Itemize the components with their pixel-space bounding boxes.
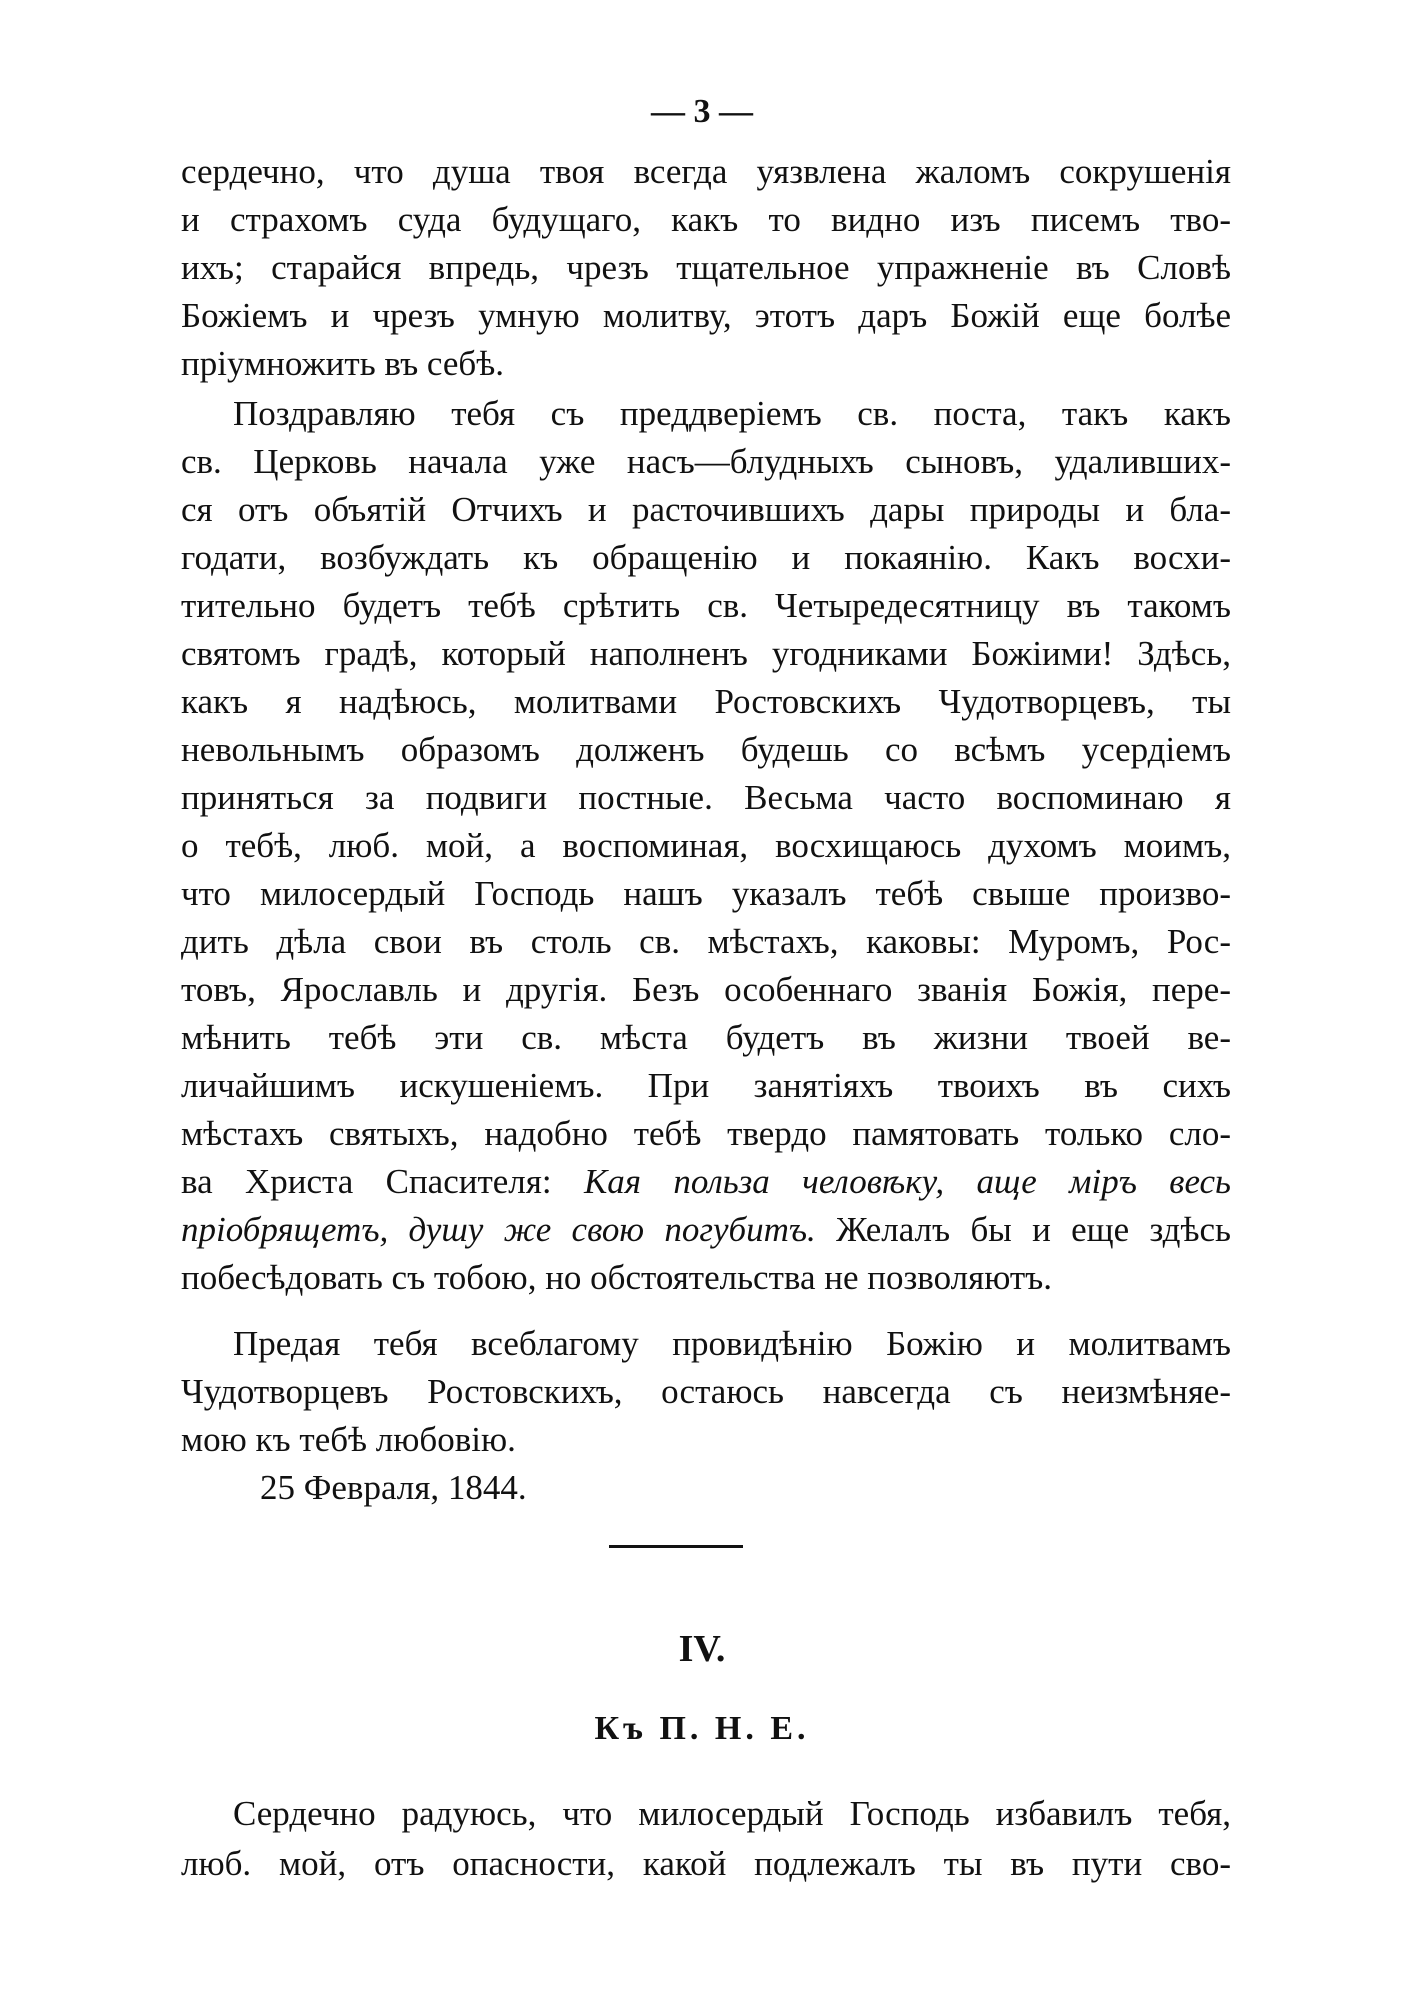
- text-line: святомъ градѣ, который наполненъ угодниками Божіими! Здѣсь,: [181, 634, 1231, 673]
- text-line: ихъ; старайся впредь, чрезъ тщательное упражненіе въ Словѣ: [181, 248, 1231, 287]
- text-line-quote-end: [181, 1206, 1231, 1254]
- text-line: что милосердый Господь нашъ указалъ тебѣ свыше произво-: [181, 874, 1231, 913]
- text-line: Поздравляю тебя съ преддверіемъ св. поста, такъ какъ: [233, 394, 1231, 433]
- text-line: личайшимъ искушеніемъ. При занятіяхъ твоихъ въ сихъ: [181, 1066, 1231, 1105]
- text-line: ся отъ объятій Отчихъ и расточившихъ дары природы и бла-: [181, 490, 1231, 529]
- text-line: люб. мой, отъ опасности, какой подлежалъ ты въ пути сво-: [181, 1844, 1231, 1883]
- text-line: побесѣдовать съ тобою, но обстоятельства не позволяютъ.: [181, 1258, 1053, 1297]
- text-line: дить дѣла свои въ столь св. мѣстахъ, каковы: Муромъ, Рос-: [181, 922, 1231, 961]
- text-line: невольнымъ образомъ долженъ будешь со всѣмъ усердіемъ: [181, 730, 1231, 769]
- text-segment: ва Христа Спасителя:: [181, 1162, 584, 1201]
- section-divider: [609, 1545, 743, 1548]
- closing-line: Чудотворцевъ Ростовскихъ, остаюсь навсегда съ неизмѣняе-: [181, 1372, 1231, 1411]
- text-line: пріумножить въ себѣ.: [181, 344, 504, 383]
- text-line: Божіемъ и чрезъ умную молитву, этотъ даръ Божій еще болѣе: [181, 296, 1231, 335]
- closing-line: мою къ тебѣ любовію.: [181, 1420, 516, 1459]
- text-line: о тебѣ, люб. мой, а воспоминая, восхищаюсь духомъ моимъ,: [181, 826, 1231, 865]
- letter-addressee: Къ П. Н. Е.: [594, 1710, 810, 1747]
- letter-date: 25 Февраля, 1844.: [260, 1468, 527, 1507]
- scripture-quote: Кая польза человѣку, аще міръ весь: [583, 1162, 1231, 1201]
- text-line: приняться за подвиги постные. Весьма часто воспоминаю я: [181, 778, 1231, 817]
- text-line-quote-start: [181, 1158, 1231, 1206]
- page-number: — 3 —: [651, 93, 753, 130]
- text-segment: Желалъ бы и еще здѣсь: [815, 1210, 1231, 1249]
- closing-line: Предая тебя всеблагому провидѣнію Божію и молитвамъ: [233, 1324, 1231, 1363]
- text-line: тительно будетъ тебѣ срѣтить св. Четыредесятницу въ такомъ: [181, 586, 1231, 625]
- text-line: Сердечно радуюсь, что милосердый Господь избавилъ тебя,: [233, 1794, 1231, 1833]
- text-line: какъ я надѣюсь, молитвами Ростовскихъ Чудотворцевъ, ты: [181, 682, 1231, 721]
- text-line: мѣстахъ святыхъ, надобно тебѣ твердо памятовать только сло-: [181, 1114, 1231, 1153]
- text-line: товъ, Ярославль и другія. Безъ особеннаго званія Божія, пере-: [181, 970, 1231, 1009]
- text-line: и страхомъ суда будущаго, какъ то видно изъ писемъ тво-: [181, 200, 1231, 239]
- scripture-quote: пріобрящетъ, душу же свою погубитъ.: [181, 1210, 816, 1249]
- letter-number: IV.: [678, 1628, 726, 1670]
- text-line: годати, возбуждать къ обращенію и покаянію. Какъ восхи-: [181, 538, 1231, 577]
- text-line: сердечно, что душа твоя всегда уязвлена жаломъ сокрушенія: [181, 152, 1231, 191]
- text-line: св. Церковь начала уже насъ—блудныхъ сыновъ, удаливших-: [181, 442, 1231, 481]
- text-line: мѣнить тебѣ эти св. мѣста будетъ въ жизни твоей ве-: [181, 1018, 1231, 1057]
